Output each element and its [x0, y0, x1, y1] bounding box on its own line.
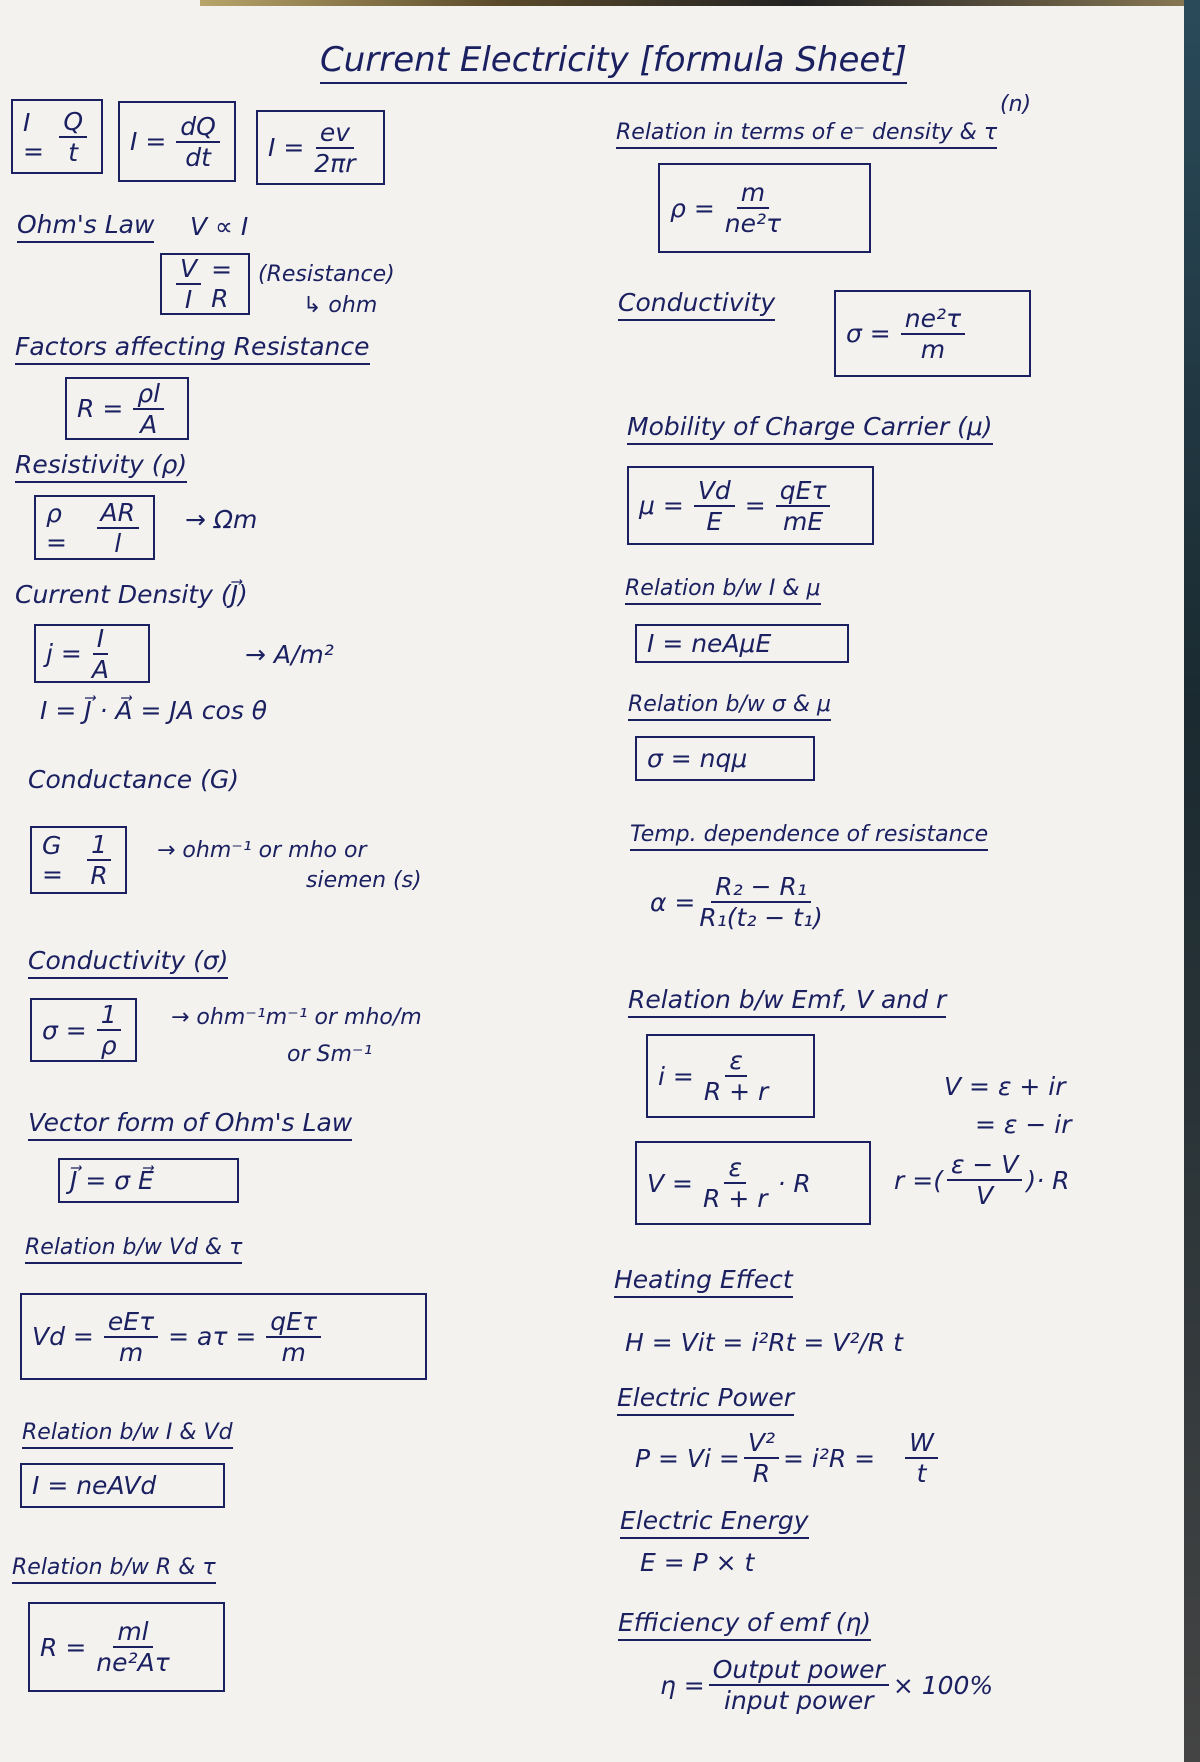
den: R₁(t₂ − t₁): [699, 903, 823, 932]
formula-rho-ar-l: [34, 495, 155, 560]
photo-edge-top: [200, 0, 1200, 6]
formula-j-sigma-e: J⃗ = σ E⃗: [58, 1158, 239, 1203]
tail: × 100%: [892, 1670, 994, 1700]
conductivity-unit-sm: or Sm⁻¹: [287, 1042, 373, 1067]
lhs: P = Vi =: [635, 1443, 740, 1473]
den: input power: [724, 1686, 874, 1715]
heading-vector-ohm: Vector form of Ohm's Law: [28, 1108, 352, 1141]
conductance-unit-siemen: siemen (s): [306, 868, 422, 893]
formula-r-ml: [28, 1602, 225, 1692]
den: t: [68, 137, 79, 167]
formula-sigma-nqmu: σ = nqμ: [635, 736, 815, 781]
heading-mobility: Mobility of Charge Carrier (μ): [627, 412, 993, 445]
rhs: = R: [211, 255, 233, 313]
heading-current-density: Current Density (J⃗): [15, 580, 248, 609]
num: V: [176, 254, 201, 285]
resistivity-unit: → Ωm: [185, 505, 258, 534]
formula-r-internal: r = ( $\frac{\varepsilon - V}{V}$ ) · R: [894, 1150, 1070, 1210]
formula-sigma-1-rho: [30, 998, 137, 1062]
num: ml: [113, 1617, 152, 1648]
den: ne²Aτ: [96, 1648, 170, 1677]
heading-conductivity: Conductivity (σ): [28, 946, 228, 979]
heading-efficiency: Efficiency of emf (η): [618, 1608, 871, 1641]
lhs: I =: [23, 107, 44, 166]
heading-emf: Relation b/w Emf, V and r: [628, 985, 946, 1018]
num: eEτ: [104, 1307, 158, 1338]
num: AR: [97, 498, 139, 529]
lhs: I =: [268, 133, 305, 162]
formula-j-i-a: [34, 624, 150, 683]
formula-i-ev-2pir: [256, 110, 385, 185]
photo-edge-right: [1184, 0, 1200, 1762]
den: R + r: [703, 1184, 768, 1213]
heading-power: Electric Power: [617, 1383, 794, 1416]
formula-r-rho-l-a: [65, 377, 189, 440]
lhs: I =: [130, 127, 167, 156]
mid: = i²R =: [782, 1443, 876, 1473]
heading-conductance: Conductance (G): [28, 765, 239, 794]
num: V²: [744, 1428, 779, 1459]
formula-vd: [20, 1293, 427, 1380]
heading-factors: Factors affecting Resistance: [15, 332, 370, 365]
den: t: [916, 1459, 927, 1488]
formula-v-e-plus-ir: V = ε + ir: [944, 1072, 1066, 1101]
lhs: Vd =: [32, 1322, 94, 1351]
lhs: σ =: [846, 319, 891, 348]
lhs: r =: [894, 1165, 934, 1195]
heading-i-vd: Relation b/w I & Vd: [22, 1420, 233, 1449]
formula-sigma-ne2tau-m: [834, 290, 1031, 377]
current-density-unit: → A/m²: [245, 640, 334, 669]
num: ev: [316, 118, 354, 149]
num: ε: [724, 1153, 746, 1184]
formula-i-j-dot-a: I = J⃗ · A⃗ = JA cos θ: [40, 696, 268, 725]
lhs: R =: [77, 394, 124, 423]
den: m: [920, 334, 946, 364]
num: qEτ: [776, 476, 831, 507]
conductance-unit: → ohm⁻¹ or mho or: [157, 838, 367, 863]
num: ne²τ: [901, 304, 965, 335]
tail: · R: [1036, 1165, 1070, 1195]
lhs: ρ =: [46, 498, 67, 557]
formula-alpha: [650, 872, 827, 932]
heading-resistivity: Resistivity (ρ): [15, 450, 187, 483]
ohm-unit: ↳ ohm: [303, 293, 378, 318]
lhs: V =: [647, 1168, 693, 1198]
heading-i-mu: Relation b/w I & μ: [625, 576, 821, 605]
den: R + r: [703, 1077, 769, 1106]
num: dQ: [176, 112, 220, 143]
num: Output power: [709, 1655, 889, 1686]
den: m: [281, 1337, 306, 1367]
ohms-relation: V ∝ I: [190, 212, 249, 241]
formula-e-minus-ir: = ε − ir: [975, 1110, 1072, 1139]
formula-v-i-r: [160, 253, 250, 315]
num: Vd: [694, 476, 735, 507]
den: ne²τ: [724, 209, 782, 238]
num: R₂ − R₁: [711, 872, 811, 903]
formula-heating: H = Vit = i²Rt = V²/R t: [625, 1328, 903, 1357]
lhs: α =: [650, 887, 696, 917]
formula-v-emf-r: [635, 1141, 871, 1225]
num: Q: [59, 107, 87, 138]
heading-sigma-mu: Relation b/w σ & μ: [628, 692, 831, 721]
den: E: [706, 506, 723, 536]
formula-efficiency: [660, 1655, 993, 1715]
formula-energy: E = P × t: [640, 1548, 755, 1577]
heading-vd-tau: Relation b/w Vd & τ: [25, 1235, 242, 1264]
num: ε − V: [947, 1150, 1022, 1181]
num: qEτ: [266, 1307, 321, 1338]
num: ρl: [133, 379, 164, 410]
heading-temp: Temp. dependence of resistance: [630, 822, 988, 851]
conductivity-unit: → ohm⁻¹m⁻¹ or mho/m: [171, 1005, 422, 1030]
formula-i-emf: [646, 1034, 815, 1118]
tail: · R: [777, 1168, 811, 1198]
formula-mobility: μ = $\frac{Vd}{E}$ = $\frac{\text{qEτ}}{mE}$: [627, 466, 874, 545]
resistance-note: (Resistance): [258, 262, 395, 287]
den: ρ: [100, 1031, 117, 1060]
num: 1: [97, 1000, 121, 1031]
den: dt: [185, 142, 211, 172]
den: 2πr: [314, 148, 356, 178]
formula-power: [635, 1428, 942, 1488]
den: A: [140, 409, 158, 439]
den: R: [752, 1459, 771, 1488]
den: V: [976, 1181, 994, 1210]
lhs: R =: [40, 1632, 87, 1662]
num: W: [905, 1428, 938, 1459]
den: R: [90, 861, 108, 890]
lhs: ρ =: [670, 193, 715, 223]
formula-g-1-r: [30, 826, 127, 894]
lhs: G =: [42, 831, 63, 889]
formula-i-q-t: [11, 99, 103, 174]
den: mE: [783, 506, 824, 536]
heading-heating: Heating Effect: [614, 1265, 793, 1298]
num: m: [737, 178, 769, 209]
den: I: [184, 285, 193, 314]
heading-density: Relation in terms of e⁻ density & τ: [616, 120, 997, 149]
lhs: i =: [658, 1061, 694, 1091]
heading-energy: Electric Energy: [620, 1506, 809, 1539]
page-title: Current Electricity [formula Sheet]: [320, 40, 907, 84]
heading-conductivity-right: Conductivity: [618, 288, 775, 321]
formula-i-dq-dt: [118, 101, 236, 182]
lhs: σ =: [42, 1015, 87, 1045]
heading-ohms-law: Ohm's Law: [17, 210, 154, 243]
den: m: [118, 1337, 144, 1367]
formula-i-neavd: I = neAVd: [20, 1463, 225, 1508]
den: l: [114, 528, 122, 558]
lhs: j =: [46, 639, 82, 668]
lhs: η =: [660, 1670, 705, 1700]
num: ε: [725, 1046, 747, 1077]
mid: = aτ =: [168, 1322, 257, 1351]
n-label: (n): [1000, 92, 1032, 117]
num: 1: [87, 830, 111, 861]
heading-r-tau: Relation b/w R & τ: [12, 1555, 216, 1584]
formula-i-neamue: I = neAμE: [635, 624, 849, 663]
lhs: μ =: [639, 491, 684, 520]
num: I: [93, 624, 108, 655]
den: A: [91, 654, 109, 684]
formula-rho-m-ne2tau: [658, 163, 871, 253]
